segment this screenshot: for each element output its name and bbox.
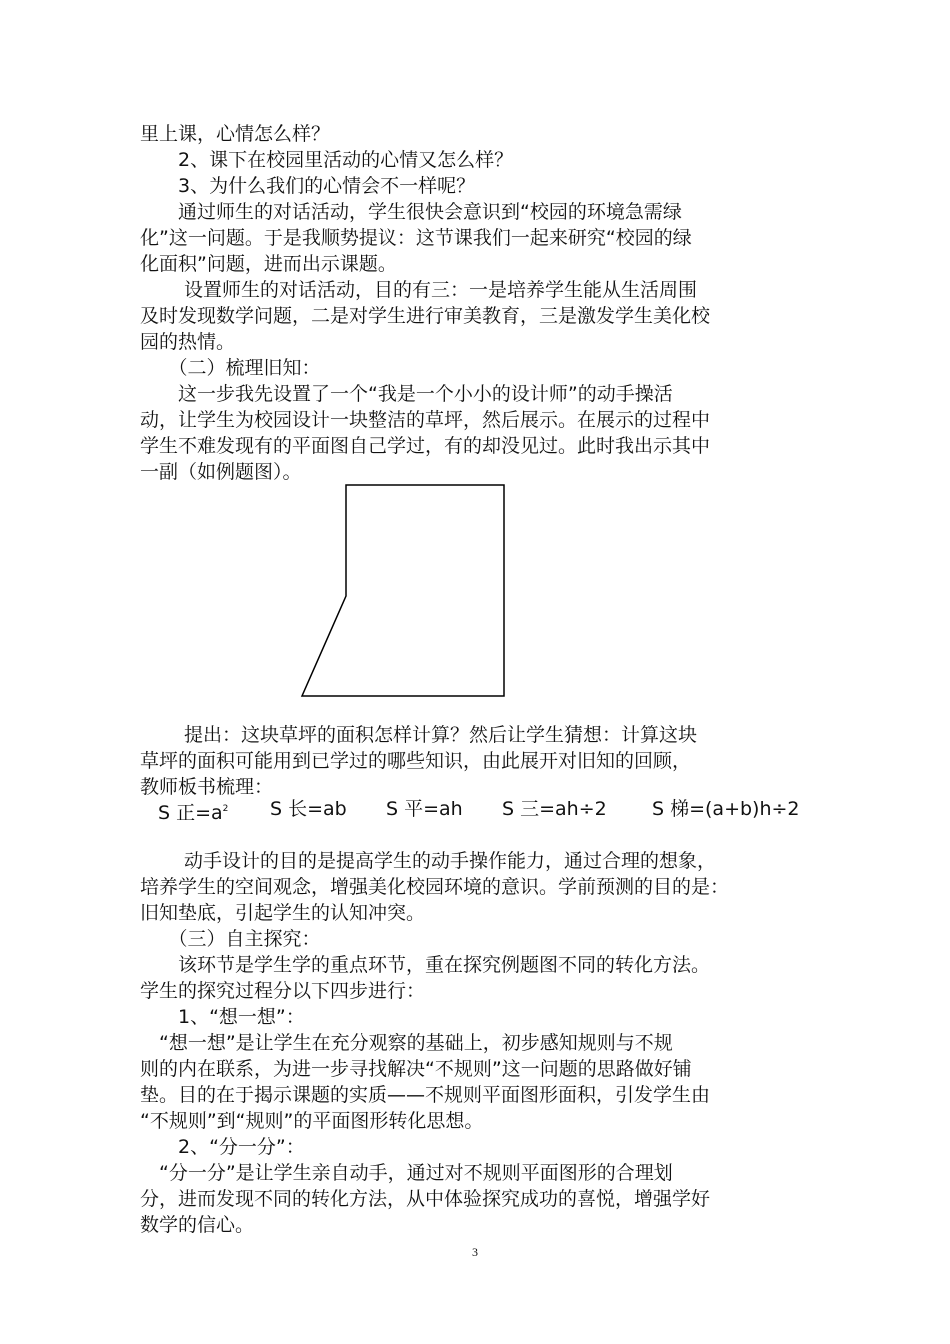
formula-rectangle: S 长=ab [270,798,347,820]
paragraph-line: 学生不难发现有的平面图自己学过，有的却没见过。此时我出示其中 [140,435,711,457]
paragraph-line: 旧知垫底，引起学生的认知冲突。 [140,902,426,924]
paragraph-line: “想一想”是让学生在充分观察的基础上，初步感知规则与不规 [140,1032,673,1054]
paragraph-line: 草坪的面积可能用到已学过的哪些知识，由此展开对旧知的回顾， [140,750,692,772]
formula-triangle: S 三=ah÷2 [502,798,607,820]
paragraph-line: 培养学生的空间观念，增强美化校园环境的意识。学前预测的目的是： [140,876,730,898]
paragraph-line: 教师板书梳理： [140,776,274,798]
formula-parallelogram: S 平=ah [386,798,463,820]
paragraph-line: 垫。目的在于揭示课题的实质——不规则平面图形面积，引发学生由 [140,1084,711,1106]
paragraph-line: 化”这一问题。于是我顺势提议：这节课我们一起来研究“校园的绿 [140,227,692,249]
paragraph-line: 提出：这块草坪的面积怎样计算？然后让学生猜想：计算这块 [140,724,698,746]
subsection-heading: 2、“分一分”： [140,1136,305,1158]
paragraph-line: 设置师生的对话活动，目的有三：一是培养学生能从生活周围 [140,279,698,301]
paragraph-line: 化面积”问题，进而出示课题。 [140,253,397,275]
paragraph-line: 分，进而发现不同的转化方法，从中体验探究成功的喜悦，增强学好 [140,1188,711,1210]
paragraph-line: 数学的信心。 [140,1214,255,1236]
paragraph-line: 通过师生的对话活动，学生很快会意识到“校园的环境急需绿 [140,201,682,223]
paragraph-line: 学生的探究过程分以下四步进行： [140,980,426,1002]
paragraph-line: 则的内在联系，为进一步寻找解决“不规则”这一问题的思路做好铺 [140,1058,692,1080]
paragraph-line: 动，让学生为校园设计一块整洁的草坪，然后展示。在展示的过程中 [140,409,711,431]
paragraph-line: 2、课下在校园里活动的心情又怎么样？ [140,149,514,171]
paragraph-line: 里上课，心情怎么样？ [140,123,331,145]
formula-trapezoid: S 梯=(a+b)h÷2 [652,798,800,820]
paragraph-line: “不规则”到“规则”的平面图形转化思想。 [140,1110,484,1132]
section-heading: （二）梳理旧知： [140,357,321,379]
paragraph-line: 园的热情。 [140,331,236,353]
paragraph-line: 一副（如例题图）。 [140,461,302,483]
paragraph-line: 3、为什么我们的心情会不一样呢？ [140,175,476,197]
subsection-heading: 1、“想一想”： [140,1006,305,1028]
page-number: 3 [472,1245,478,1259]
paragraph-line: 及时发现数学问题，二是对学生进行审美教育，三是激发学生美化校 [140,305,711,327]
lawn-shape-figure [300,483,510,699]
formula-square: S 正$=a^2$ [158,802,229,824]
paragraph-line: “分一分”是让学生亲自动手，通过对不规则平面图形的合理划 [140,1162,673,1184]
paragraph-line: 这一步我先设置了一个“我是一个小小的设计师”的动手操活 [140,383,673,405]
paragraph-line: 该环节是学生学的重点环节，重在探究例题图不同的转化方法。 [140,954,711,976]
paragraph-line: 动手设计的目的是提高学生的动手操作能力，通过合理的想象， [140,850,717,872]
section-heading: （三）自主探究： [140,928,321,950]
